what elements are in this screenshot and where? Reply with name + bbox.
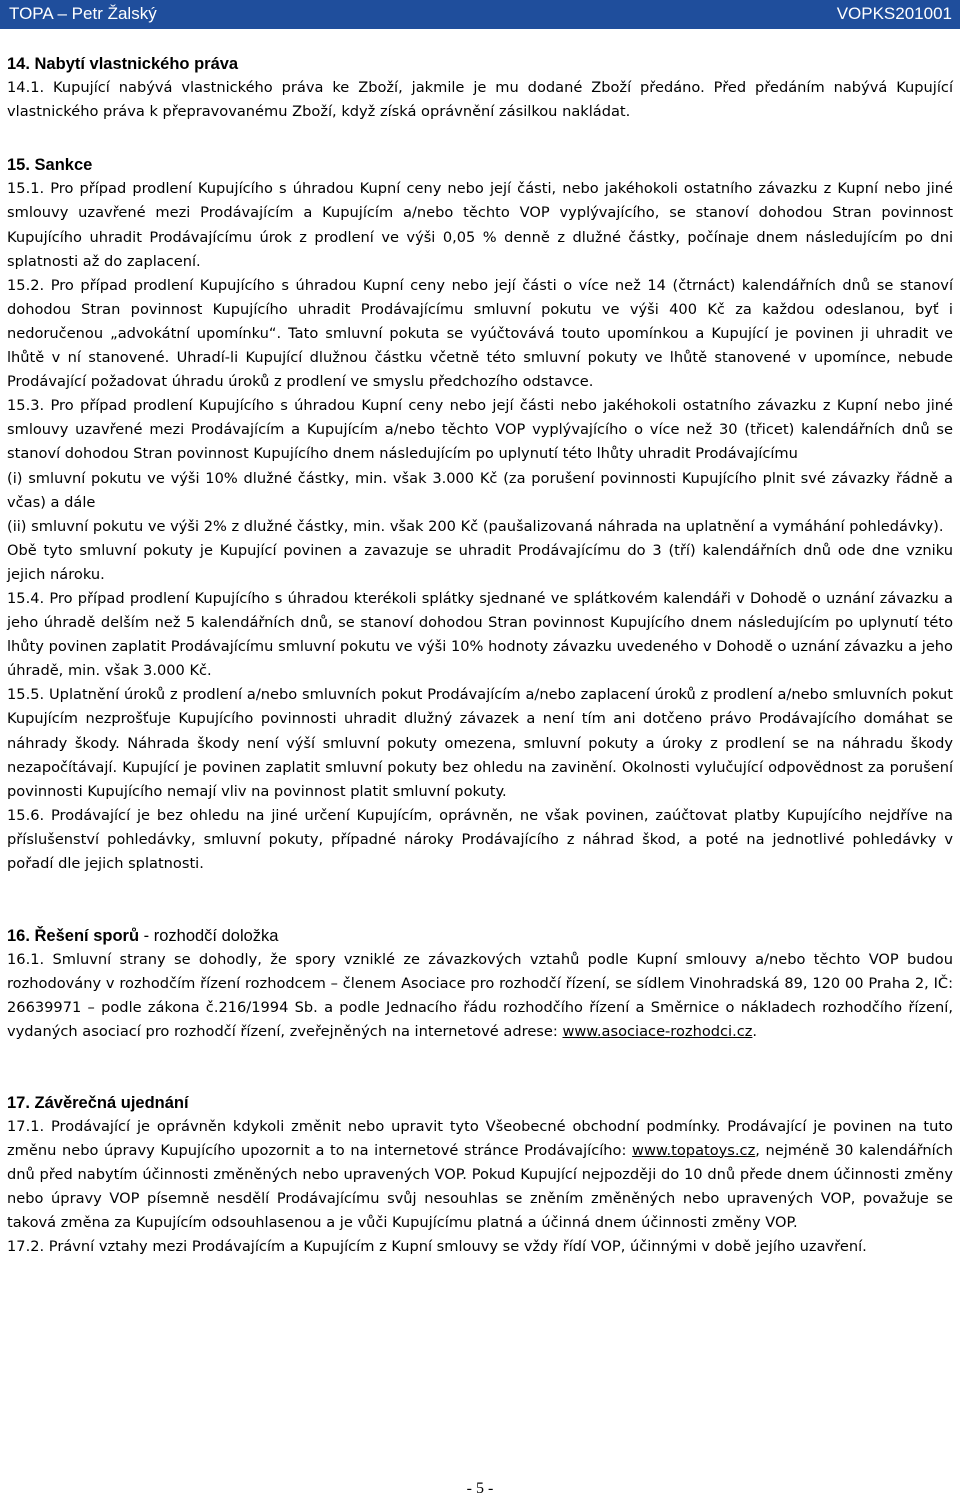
section-16-heading (7, 924, 953, 948)
section-16-heading-bold: 16. Řešení sporů (7, 927, 140, 946)
paragraph-17-1-rest: , nejméně 30 kalendářních dnů před nabytím účinnosti změněných nebo upravených VOP. Pokud Kupující nejpozději do 10 dnů přede dnem účinnosti změny nebo úpravy VOP písemně nesdělí Prodávajícímu svůj nesouhlas se zněním změněných nebo upravených VOP, považuje se taková změna za Kupujícím odsouhlasenou a je vůči Kupujícímu platná a účinná dnem účinnosti změny VOP. (7, 1141, 954, 1232)
topatoys-link[interactable]: www.topatoys.cz (632, 1141, 756, 1159)
paragraph-15-4: 15.4. Pro případ prodlení Kupujícího s úhradou kterékoli splátky sjednané ve splátkovém kalendáři v Dohodě o uznání závazku a jeho úhradě delším než 5 kalendářních dnů, se stanoví dohodou Stran povinnost Kupujícího dnem následujícím po uplynutí této lhůty povinen zaplatit Prodávajícímu smluvní pokutu ve výši 10% hodnoty závazku uvedeného v Dohodě o uznání závazku a jeho úhradě, min. však 3.000 Kč. (7, 589, 953, 680)
section-14-heading: 14. Nabytí vlastnického práva (7, 55, 239, 73)
paragraph-15-3-ii: (ii) smluvní pokutu ve výši 2% z dlužné částky, min. však 200 Kč (paušalizovaná náhrada na uplatnění a vymáhání pohledávky). (7, 517, 944, 535)
paragraph-16-1-end: . (752, 1023, 758, 1041)
paragraph-15-3-i: (i) smluvní pokutu ve výši 10% dlužné částky, min. však 3.000 Kč (za porušení povinnosti Kupujícího plnit své závazky řádně a včas) a dále (7, 469, 953, 511)
paragraph-14-1: 14.1. Kupující nabývá vlastnického práva ke Zboží, jakmile je mu dodané Zboží předáno. Před předáním nabývá Kupující vlastnického práva k přepravovanému Zboží, když získá oprávnění zásilkou nakládat. (7, 79, 953, 121)
section-16-heading-rest: - rozhodčí doložka (139, 927, 279, 946)
paragraph-16-1-text: 16.1. Smluvní strany se dohodly, že spory vzniklé ze závazkových vztahů podle Kupní smlouvy a/nebo těchto VOP budou rozhodovány v rozhodčím řízení rozhodcem – členem Asociace pro rozhodčí řízení, se sídlem Vinohradská 89, 120 00 Praha 2, IČ: 26639971 – podle zákona č.216/1994 Sb. a podle Jednacího řádu rozhodčího řízení a Směrnice o nákladech rozhodčího řízení, vydaných asociací pro rozhodčí řízení, zveřejněných na internetové adrese: (7, 951, 953, 1041)
paragraph-16-1 (7, 948, 953, 1044)
section-15-heading: 15. Sankce (7, 156, 93, 175)
paragraph-17-1-text: 17.1. Prodávající je oprávněn kdykoli změnit nebo upravit tyto Všeobecné obchodní podmínky. Prodávající je povinen na tuto změnu nebo úpravy Kupujícího upozornit a to na internetové stránce Prodávajícího: (7, 1117, 953, 1159)
paragraph-15-2: 15.2. Pro případ prodlení Kupujícího s úhradou Kupní ceny nebo její části o více než 14 (čtrnáct) kalendářních dnů se stanoví dohodou Stran povinnost Kupujícího uhradit Prodávajícímu smluvní pokutu ve výši 400 Kč za každou odeslanou, byť i nedoručenou „advokátní upomínku“. Tato smluvní pokuta se vyúčtovává touto upomínkou a Kupující je povinen ji uhradit ve lhůtě v ní stanovené. Uhradí-li Kupující dlužnou částku včetně této smluvní pokuty ve lhůtě stanovené v upomínce, nebude Prodávající požadovat úhradu úroků z prodlení ve smyslu předchozího odstavce. (7, 276, 953, 391)
page-number: - 5 - (466, 1480, 494, 1497)
document-code: VOPKS201001 (836, 4, 952, 23)
page-header (0, 0, 960, 29)
asociace-link[interactable]: www.asociace-rozhodci.cz (562, 1023, 753, 1041)
paragraph-17-2: 17.2. Právní vztahy mezi Prodávajícím a Kupujícím z Kupní smlouvy se vždy řídí VOP, účinnými v době jejího uzavření. (7, 1238, 867, 1256)
paragraph-15-5: 15.5. Uplatnění úroků z prodlení a/nebo smluvních pokut Prodávajícím a/nebo zaplacení úroků z prodlení a/nebo smluvních pokut Kupujícím nezprošťuje Kupujícího povinnosti uhradit dlužný závazek a není tím ani dotčeno právo Prodávajícího domáhat se náhrady škody. Náhrada škody není výší smluvní pokuty omezena, smluvní pokuty a úroky z prodlení se na náhradu škody nezapočítávají. Kupující je povinen zaplatit smluvní pokuty bez ohledu na zavinění. Okolnosti vylučující odpovědnost za porušení povinnosti Kupujícího nemají vliv na povinnost platit smluvní pokuty. (7, 686, 953, 800)
paragraph-15-3: 15.3. Pro případ prodlení Kupujícího s úhradou Kupní ceny nebo její části nebo jakéhokoli ostatního závazku z Kupní nebo jiné smlouvy uzavřené mezi Prodávajícím a Kupujícím a/nebo těchto VOP vyplývajícího o více než 30 (třicet) kalendářních dnů se stanoví dohodou Stran povinnost Kupujícího dnem následujícím po uplynutí této lhůty uhradit Prodávajícímu (7, 397, 953, 463)
paragraph-17-1 (7, 1115, 953, 1235)
paragraph-15-6: 15.6. Prodávající je bez ohledu na jiné určení Kupujícím, oprávněn, ne však povinen, zaúčtovat platby Kupujícího nejdříve na příslušenství pohledávky, smluvní pokuty, případné nároky Prodávajícího z náhrad škod, a poté na jednotlivé pohledávky v pořadí dle jejich splatnosti. (7, 806, 953, 872)
header-title: TOPA – Petr Žalský (9, 4, 157, 23)
section-17-heading: 17. Závěrečná ujednání (7, 1093, 189, 1112)
document-body (7, 52, 953, 1259)
paragraph-15-1: 15.1. Pro případ prodlení Kupujícího s úhradou Kupní ceny nebo její části, nebo jakéhokoli ostatního závazku z Kupní nebo jiné smlouvy uzavřené mezi Prodávajícím a Kupujícím a/nebo těchto VOP vyplývajícího, se stanoví dohodou Stran povinnost Kupujícího uhradit Prodávajícímu úrok z prodlení ve výši 0,05 % denně z dlužné částky, počínaje dnem následujícím po dni splatnosti až do zaplacení. (7, 180, 953, 270)
paragraph-15-3-both: Obě tyto smluvní pokuty je Kupující povinen a zavazuje se uhradit Prodávajícímu do 3 (tří) kalendářních dnů ode dne vzniku jejich nároku. (7, 541, 953, 583)
